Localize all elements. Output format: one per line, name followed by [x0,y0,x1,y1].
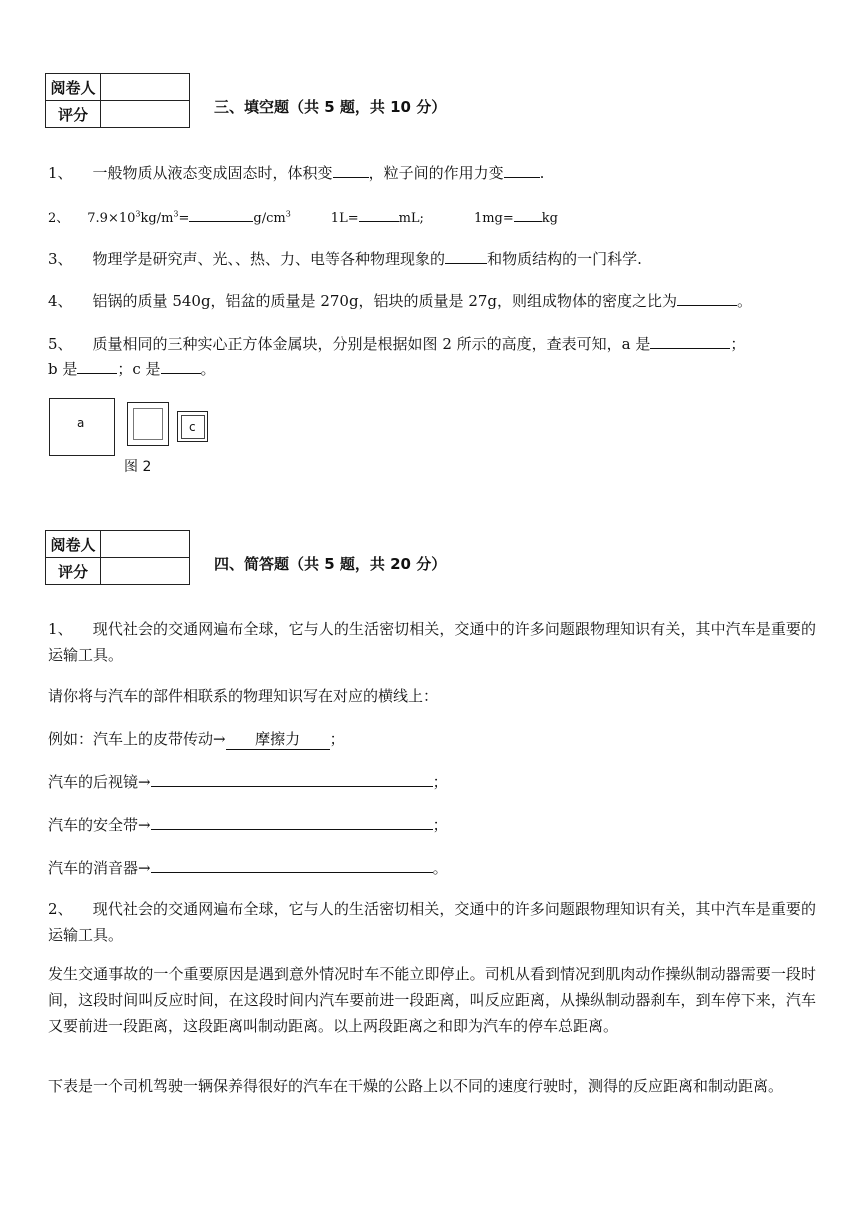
answer-blank[interactable] [333,162,369,178]
s3-question-5-line2: b 是 ；c 是 。 [48,360,216,378]
s3-question-4: 4、 铝锅的质量 540g，铝盆的质量是 270g，铝块的质量是 27g，则组成物体的密度之比为 。 [48,292,753,310]
s3-question-1: 1、 一般物质从液态变成固态时，体积变 ，粒子间的作用力变 . [48,164,545,182]
score-cell[interactable] [101,101,190,128]
answer-blank[interactable] [514,206,542,222]
answer-blank[interactable] [650,333,730,349]
reviewer-label: 阅卷人 [46,74,101,101]
score-cell[interactable] [101,558,190,585]
answer-blank[interactable] [504,162,540,178]
s3-question-3: 3、 物理学是研究声、光、、热、力、电等各种物理现象的 和物质结构的一门科学. [48,250,642,268]
s4-q1-example: 例如：汽车上的皮带传动→ 摩擦力 ； [48,730,345,748]
reviewer-label: 阅卷人 [46,531,101,558]
reviewer-cell[interactable] [101,74,190,101]
answer-blank[interactable] [359,206,399,222]
example-answer: 摩擦力 [226,728,330,750]
answer-blank[interactable] [677,290,737,306]
s4-q1-item-muffler: 汽车的消音器→ 。 [48,859,448,877]
reviewer-cell[interactable] [101,531,190,558]
s3-question-2: 2、 $7.9\times 10^3kg/m^3= g/cm^3$ 1L= mL; 1mg= kg [48,206,558,226]
s4-q1-item-mirror: 汽车的后视镜→ ； [48,773,448,791]
section4-title: 四、简答题（共 5 题，共 20 分） [214,555,447,573]
score-table-section4 [45,530,190,585]
figure-caption: 图 2 [124,459,152,475]
s4-question-1-intro: 1、 现代社会的交通网遍布全球，它与人的生活密切相关，交通中的许多问题跟物理知识有关，其中汽车是重要的运输工具。 [48,620,816,664]
answer-blank[interactable] [445,248,487,264]
s4-q2-paragraph-2: 下表是一个司机驾驶一辆保养得很好的汽车在干燥的公路上以不同的速度行驶时，测得的反应距离和制动距离。 [48,1077,784,1095]
s4-question-2-intro: 2、 现代社会的交通网遍布全球，它与人的生活密切相关，交通中的许多问题跟物理知识有关，其中汽车是重要的运输工具。 [48,900,816,944]
answer-blank[interactable] [151,771,433,787]
answer-blank[interactable] [77,358,117,374]
figure-block-c: c [177,411,208,442]
s4-q2-paragraph-1: 发生交通事故的一个重要原因是遇到意外情况时车不能立即停止。司机从看到情况到肌肉动作操纵制动器需要一段时间，这段时间叫反应时间，在这段时间内汽车要前进一段距离，叫反应距离，从操纵制动器刹车，到车停下来，汽车又要前进一段距离，这段距离叫制动距离。以上两段距离之和即为汽车的停车总距离。 [48,965,816,1035]
answer-blank[interactable] [151,814,433,830]
answer-blank[interactable] [151,857,433,873]
s4-q1-instruction: 请你将与汽车的部件相联系的物理知识写在对应的横线上： [48,687,439,705]
score-label: 评分 [46,101,101,128]
s4-q1-item-seatbelt: 汽车的安全带→ ； [48,816,448,834]
figure-block-b [127,402,169,446]
section3-title: 三、填空题（共 5 题，共 10 分） [214,98,447,116]
answer-blank[interactable] [161,358,201,374]
score-label: 评分 [46,558,101,585]
answer-blank[interactable] [189,206,253,222]
s3-question-5: 5、 质量相同的三种实心正方体金属块，分别是根据如图 2 所示的高度，查表可知，a 是 ； [48,335,746,353]
figure-block-a: a [49,398,115,456]
score-table-section3 [45,73,190,128]
